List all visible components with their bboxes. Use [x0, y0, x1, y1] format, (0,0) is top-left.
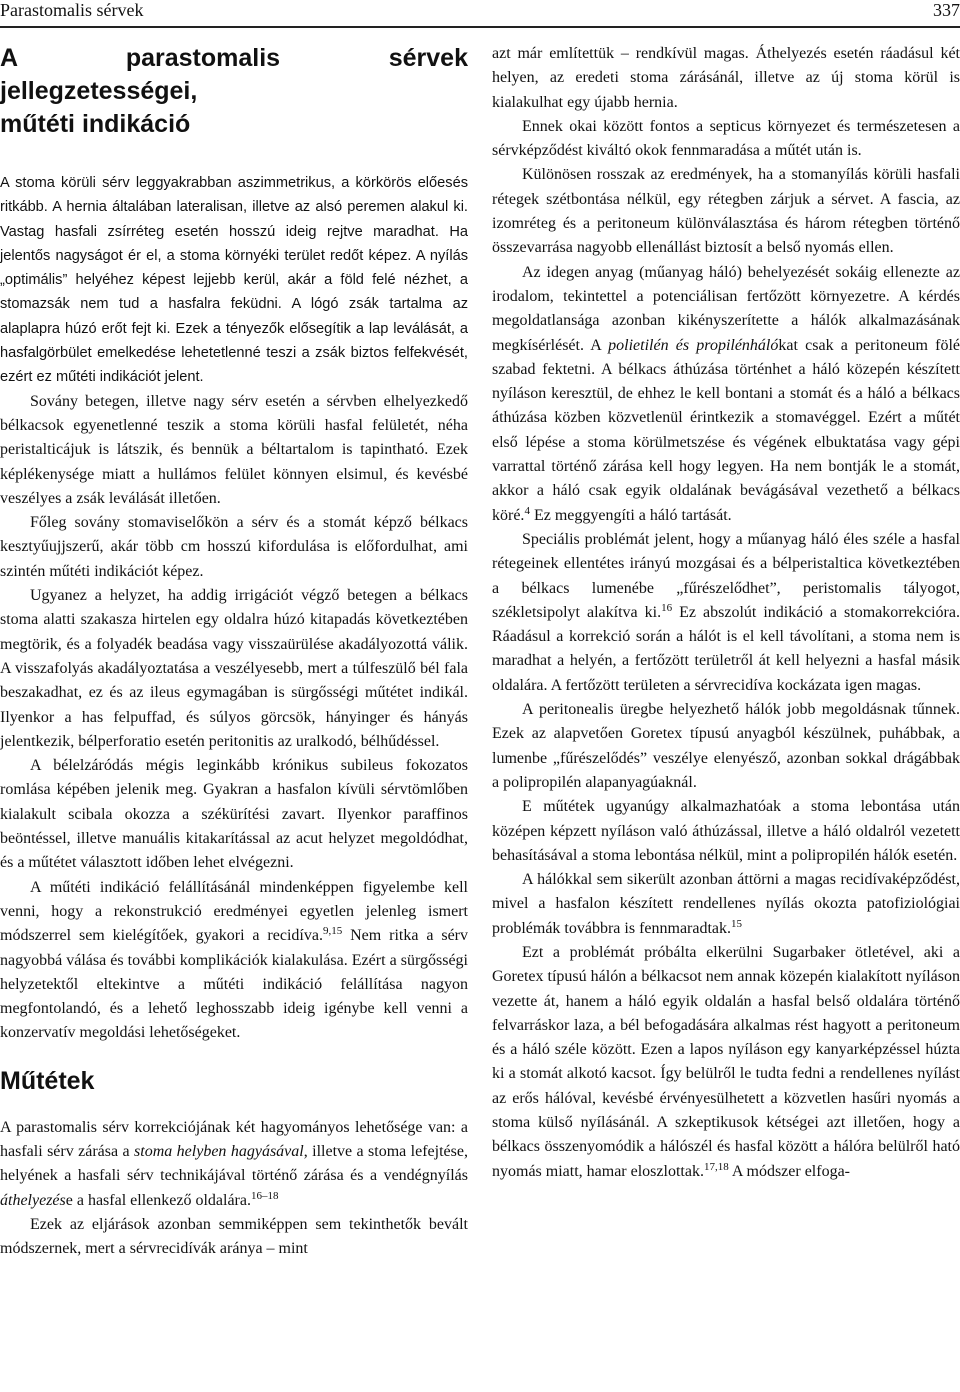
paragraph: A műtéti indikáció felállításánál mindenképpen figyelembe kell venni, hogy a rekonstrukció eredményei egyetlen jelenleg ismert módszerrel sem kielégítőek, gyakori a recidíva.$^{9,15}$ Nem ritka a sérv nagyobbá válása és további komplikációk kialakulása. Ezért a sürgősségi helyzetektől eltekintve a műtéti indikáció felállítása nagyon megfontolandó, és a lehető leghosszabb ideig igénybe kell venni a konzervatív megoldási lehetőségeket.	[0, 878, 468, 1042]
citation: 16	[661, 601, 673, 614]
paragraph: A bélelzáródás mégis leginkább krónikus subileus fokozatos romlása képében jelenik meg. Gyakran a hasfalon kívüli sérvtömlőben kialakult scibala okozza a székürítési zavart. Ilyenkor paraffinos beöntéssel, illetve manuális kitakarítással az acut helyzet megoldódhat, és a műtétet választott időben lehet elvégezni.	[0, 757, 468, 872]
section-title-line-2: műtéti indikáció	[0, 110, 191, 138]
paragraph: Sovány betegen, illetve nagy sérv esetén a sérvben elhelyezkedő bélkacsok egyenetlenné teszik a stoma körüli hasfal felületét, néha peristalticájuk is látszik, és bennük a béltartalom is tapintható. Ezek képlékenysége miatt a hullámos felület könnyen elsimul, és kevésbé veszélyes a zsák leválását illetően.	[0, 392, 468, 507]
citation: 15	[731, 917, 743, 930]
citation: 16–18	[250, 1189, 279, 1202]
citation: 17,18	[703, 1160, 729, 1173]
paragraph: A parastomalis sérv korrekciójának két hagyományos lehetősége van: a hasfali sérv zárása a stoma helyben hagyásával, illetve a stoma lefejtése, helyének a hasfali sérv technikájával történő zárása és a vendégnyílás áthelyezése a hasfal ellenkező oldalára.$^{16-18}$	[0, 1118, 468, 1209]
running-header	[0, 0, 960, 28]
paragraph: Ezt a problémát próbálta elkerülni Sugarbaker ötletével, aki a Goretex típusú hálón a bélkacsot nem annak közepén kialakított nyíláson vezette át, hanem a háló egyik oldalán a hasfal belső oldalára történő felvarráskor laza, a bél befogadására alkalmas rést hagyott a peritoneum és a háló széle között. Ezen a lapos nyíláson egy kanyarképzéssel húzta ki a stomát alkotó kacsot. Így belülről le tudta fedni a rendellenes nyílást az erős hálóval, kevésbé érvényesülhetett a közvetlen hasűri nyomás a stoma külső nyílásánál. A szkeptikusok kétségei azt illetően, hogy a bélkacs összenyomódik a hálószél és hasfal között a hálóra belülről ható nyomás miatt, hamar eloszlottak.$^{17,18}$ A módszer elfoga-	[492, 943, 960, 1180]
subsection-title: Műtétek	[0, 1066, 95, 1095]
paragraph: azt már említettük – rendkívül magas. Áthelyezés esetén ráadásul két helyen, az eredeti stoma zárásánál, illetve az új stoma körül is kialakulhat egy újabb hernia.	[492, 45, 960, 111]
right-column	[492, 42, 960, 1392]
paragraph: Ennek okai között fontos a septicus környezet és természetesen a sérvképződést kiváltó okok fennmaradása a műtét után is.	[492, 117, 960, 160]
citation: 4	[524, 504, 530, 517]
section-title	[0, 42, 468, 141]
section-title-line-1: A parastomalis sérvek jellegzetességei,	[0, 44, 468, 105]
paragraph: Ugyanez a helyzet, ha addig irrigációt végző betegen a bélkacs stoma alatti szakasza hirtelen egy oldalra húzó kitapadás következtében megtörik, és a folyadék beadása vagy visszaürülése akadályozottá válik. A visszafolyás akadályoztatása a veszélyesebb, mert a túlfeszülő bél fala beszakadhat, ez és az ileus egymagában is sürgősségi műtétet indikál. Ilyenkor a has felpuffad, és súlyos görcsök, hányinger és hányás jelentkezik, bélperforatio esetén peritonitis az uralkodó, bélhűdéssel.	[0, 587, 468, 750]
running-title: Parastomalis sérvek	[0, 0, 144, 20]
paragraph: E műtétek ugyanúgy alkalmazhatóak a stoma lebontása után középen képzett nyíláson való áthúzással, illetve a háló oldalról vezetett behasításával a stoma lebontása nélkül, mint a polipropilén hálók esetén.	[492, 798, 960, 864]
paragraph: A stoma körüli sérv leggyakrabban aszimmetrikus, a körkörös előesés ritkább. A hernia általában lateralisan, illetve az alsó peremen alakul ki. Vastag hasfali zsírréteg esetén hosszú ideig rejtve maradhat. Ha jelentős nagyságot ér el, a stoma környéki terület redőt képez. A nyílás „optimális” helyéhez képest lejjebb kerül, akár a föld felé nézhet, a stomazsák nem tud a hasfalra feküdni. A lógó zsák tartalma az alaplapra húzó erőt fejt ki. Ezek a tényezők elősegítik a lap leválását, a hasfalgörbület emelkedése lehetetlenné teszi a zsák biztos felfekvését, ezért ez műtéti indikációt jelent.	[0, 175, 468, 386]
citation: 9,15	[322, 925, 343, 938]
paragraph: Az idegen anyag (műanyag háló) behelyezését sokáig ellenezte az irodalom, tekintettel a potenciálisan fertőzött környezetre. A kérdés megoldatlansága azonban kikényszerítette a hálók alkalmazásának megkísérlését. A polietilén és propilénhálókat csak a peritoneum fölé szabad fektetni. A bélkacs áthúzása történhet a háló közepén készített nyíláson keresztül, de ehhez le kell bontani a stomát és a háló a bélkacs áthúzása közben közvetlenül érintkezik a stomavéggel. Ezért a műtét első lépése a stoma körülmetszése és végének elbuktatása vagy gépi varrattal történő zárása kell hogy legyen. Ha nem bontják le a stomát, akkor a háló csak egyik oldalának bevágásával vezethető a bélkacs köré.$^4$ Ez meggyengíti a háló tartását.	[492, 263, 960, 524]
paragraph: Ezek az eljárások azonban semmiképpen sem tekinthetők bevált módszernek, mert a sérvrecidívák aránya – mint	[0, 1215, 468, 1258]
paragraph: Speciális problémát jelent, hogy a műanyag háló éles széle a hasfal rétegeinek ellentétes irányú mozgásai és a bélperistaltica következtében a bélkacs lumenébe „fűrészelődhet”, peristomalis tályogot, székletsipolyt alakítva ki.$^{16}$ Ez abszolút indikáció a stomakorrekcióra. Ráadásul a korrekció során a hálót is el kell távolítani, a stoma nem is maradhat a helyén, a fertőzött területről át kell helyezni a hasfal másik oldalára. A fertőzött területen a sérvrecidíva kockázata igen magas.	[492, 530, 960, 694]
page-number: 337	[933, 0, 960, 20]
paragraph: Különösen rosszak az eredmények, ha a stomanyílás körüli hasfali rétegek szétbontása nélkül, egy rétegben zárjuk a sérvet. A fascia, az izomréteg és a peritoneum különválasztása és három rétegben történő összevarrása nagyobb ellenállást biztosít a belső nyomás ellen.	[492, 166, 960, 257]
paragraph: A peritonealis üregbe helyezhető hálók jobb megoldásnak tűnnek. Ezek az alapvetően Goretex típusú anyagból készülnek, puhábbak, a lumenbe „fűrészelődés” veszélye elenyésző, azonban sokkal drágábbak a polipropilén alapanyagúaknál.	[492, 701, 960, 791]
left-column	[0, 38, 468, 1388]
paragraph: A hálókkal sem sikerült azonban áttörni a magas recidívaképződést, mivel a hasfalon készített rendellenes nyílás okozta patofiziológiai problémák továbbra is fennmaradtak.$^{15}$	[492, 871, 960, 937]
paragraph: Főleg sovány stomaviselőkön a sérv és a stomát képző bélkacs kesztyűujjszerű, akár több cm hosszú kifordulása is előfordulhat, ami szintén műtéti indikációt képez.	[0, 514, 468, 580]
